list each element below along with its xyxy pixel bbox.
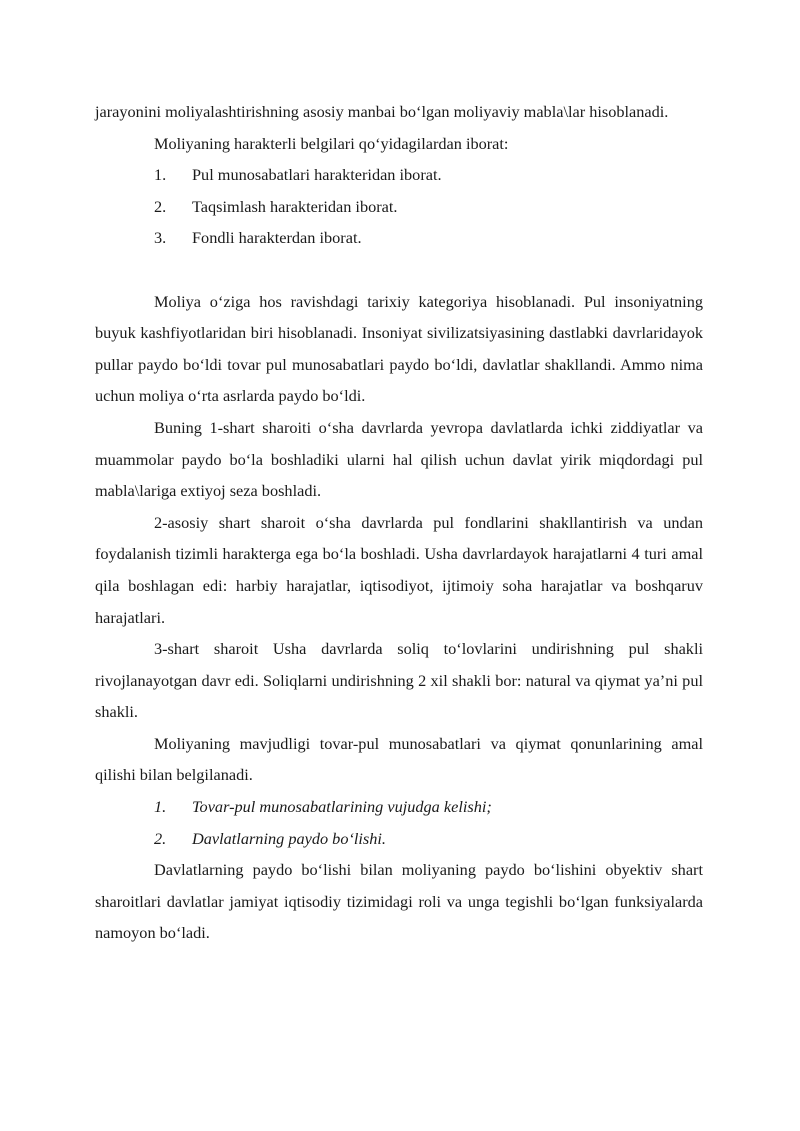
- paragraph-characteristics-intro: Moliyaning harakterli belgilari qo‘yidagilardan iborat:: [154, 133, 509, 153]
- list-item-text: Taqsimlash harakteridan iborat.: [192, 196, 398, 216]
- list-item: [95, 191, 703, 223]
- paragraph-conclusion: Davlatlarning paydo bo‘lishi bilan moliyaning paydo bo‘lishini obyektiv shart sharoitlari davlatlar jamiyat iqtisodiy tizimidagi roli va unga tegishli bo‘lgan funksiyalarda namoyon bo‘ladi.: [95, 860, 703, 943]
- paragraph-condition-1: Buning 1-shart sharoiti o‘sha davrlarda yevropa davlatlarda ichki ziddiyatlar va muammolar paydo bo‘la boshladiki ularni hal qilish uchun davlat yirik miqdordagi pul mabla\lariga extiyoj seza boshladi.: [95, 417, 703, 501]
- list-item-text: Pul munosabatlari harakteridan iborat.: [192, 165, 442, 185]
- list-item-number: 3.: [154, 228, 167, 248]
- list-item-text: Tovar-pul munosabatlarining vujudga kelishi;: [192, 797, 492, 817]
- list-item: [95, 222, 703, 254]
- factors-list: [95, 791, 703, 854]
- list-item-number: 1.: [154, 165, 167, 185]
- blank-line: [95, 254, 703, 286]
- list-item-number: 2.: [154, 828, 167, 848]
- document-page: [95, 96, 703, 949]
- characteristics-list: [95, 159, 703, 254]
- list-item-text: Fondli harakterdan iborat.: [192, 228, 362, 248]
- list-item-number: 2.: [154, 196, 167, 216]
- paragraph-history: Moliya o‘ziga hos ravishdagi tarixiy kategoriya hisoblanadi. Pul insoniyatning buyuk kashfiyotlaridan biri hisoblanadi. Insoniyat sivilizatsiyasining dastlabki davrlaridayok pullar paydo bo‘ldi tovar pul munosabatlari paydo bo‘ldi, davlatlar shakllandi. Ammo nima uchun moliya o‘rta asrlarda paydo bo‘ldi.: [95, 291, 703, 406]
- list-item: [95, 791, 703, 823]
- list-item: [95, 159, 703, 191]
- paragraph-condition-3: 3-shart sharoit Usha davrlarda soliq to‘lovlarini undirishning pul shakli rivojlanayotgan davr edi. Soliqlarni undirishning 2 xil shakli bor: natural va qiymat ya’ni pul shakli.: [95, 639, 703, 722]
- paragraph-condition-2: 2-asosiy shart sharoit o‘sha davrlarda pul fondlarini shakllantirish va undan foydalanish tizimli harakterga ega bo‘la boshladi. Usha davrlardayok harajatlarni 4 turi amal qila boshlagan edi: harbiy harajatlar, iqtisodiyot, ijtimoiy soha harajatlar va boshqaruv harajatlari.: [95, 512, 703, 627]
- list-item-text: Davlatlarning paydo bo‘lishi.: [192, 828, 387, 848]
- list-item-number: 1.: [154, 797, 167, 817]
- paragraph-existence: Moliyaning mavjudligi tovar-pul munosabatlari va qiymat qonunlarining amal qilishi bilan belgilanadi.: [95, 733, 703, 785]
- paragraph-continuation: jarayonini moliyalashtirishning asosiy manbai bo‘lgan moliyaviy mabla\lar hisoblanadi.: [95, 102, 669, 121]
- list-item: [95, 823, 703, 855]
